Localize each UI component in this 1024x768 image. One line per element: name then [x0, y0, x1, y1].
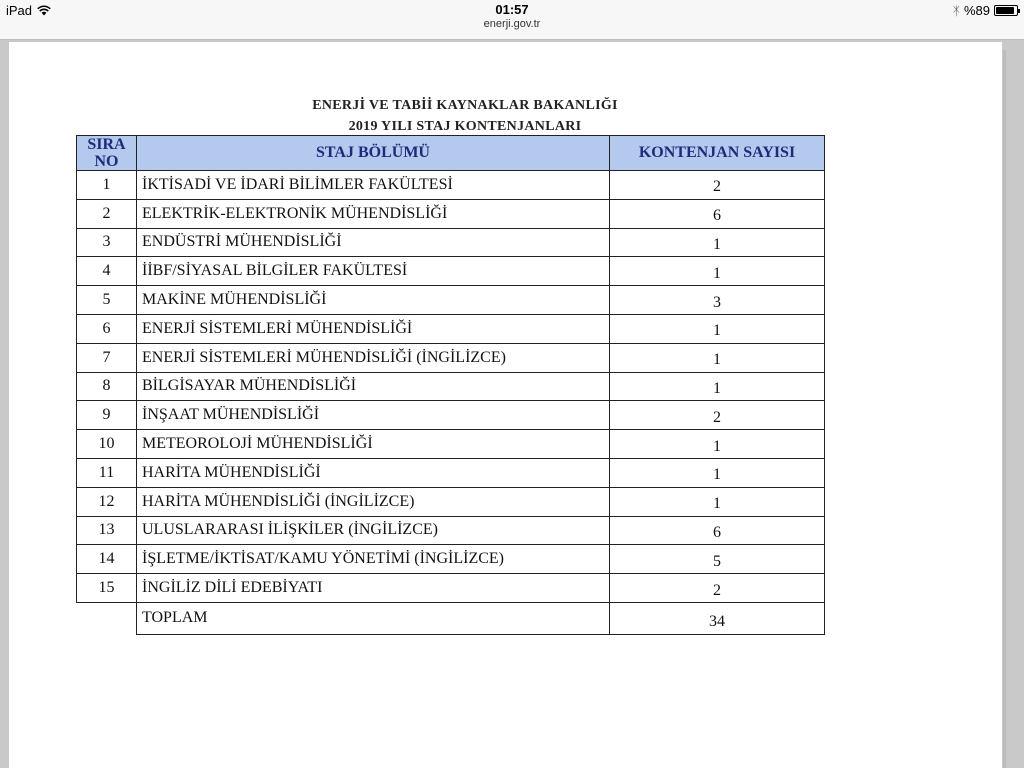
table-row: [77, 458, 825, 487]
row-number: 3: [77, 228, 137, 257]
table-row: [77, 286, 825, 315]
total-row: [77, 602, 825, 634]
header-sira: SIRA: [87, 136, 126, 153]
row-number: 6: [77, 314, 137, 343]
table-row: [77, 401, 825, 430]
battery-fill: [996, 7, 1014, 14]
row-number: 4: [77, 257, 137, 286]
row-count: 1: [610, 430, 825, 459]
document-title-quota: 2019 YILI STAJ KONTENJANLARI: [348, 119, 582, 134]
table-row: [77, 228, 825, 257]
row-count: 2: [610, 401, 825, 430]
table-row: [77, 430, 825, 459]
status-bar: [0, 0, 1024, 40]
row-count: 1: [610, 487, 825, 516]
row-department: İNŞAAT MÜHENDİSLİĞİ: [137, 401, 610, 430]
row-count: 1: [610, 228, 825, 257]
clock: 01:57: [495, 2, 529, 17]
row-department: BİLGİSAYAR MÜHENDİSLİĞİ: [137, 372, 610, 401]
document-title-ministry: ENERJİ VE TABİİ KAYNAKLAR BAKANLIĞI: [312, 98, 618, 113]
table-row: [77, 314, 825, 343]
row-number: 9: [77, 401, 137, 430]
row-number: 12: [77, 487, 137, 516]
device-name: iPad: [6, 3, 33, 18]
row-department: ENERJİ SİSTEMLERİ MÜHENDİSLİĞİ: [137, 314, 610, 343]
header-kontenjan-sayisi: KONTENJAN SAYISI: [610, 136, 825, 171]
address-url[interactable]: enerji.gov.tr: [483, 18, 541, 30]
row-department: İŞLETME/İKTİSAT/KAMU YÖNETİMİ (İNGİLİZCE): [137, 545, 610, 574]
row-count: 1: [610, 458, 825, 487]
row-number: 11: [77, 458, 137, 487]
row-count: 2: [610, 574, 825, 603]
table-row: [77, 516, 825, 545]
row-count: 1: [610, 314, 825, 343]
row-number: 1: [77, 171, 137, 200]
row-department: İKTİSADİ VE İDARİ BİLİMLER FAKÜLTESİ: [137, 171, 610, 200]
row-number: 2: [77, 199, 137, 228]
row-count: 3: [610, 286, 825, 315]
row-number: 5: [77, 286, 137, 315]
row-count: 5: [610, 545, 825, 574]
row-department: İNGİLİZ DİLİ EDEBİYATI: [137, 574, 610, 603]
battery-percent: %89: [963, 3, 990, 18]
row-number: 14: [77, 545, 137, 574]
header-no: NO: [94, 153, 119, 170]
row-count: 1: [610, 343, 825, 372]
row-department: ULUSLARARASI İLİŞKİLER (İNGİLİZCE): [137, 516, 610, 545]
bluetooth-icon: ᛡ: [952, 3, 960, 18]
table-row: [77, 545, 825, 574]
row-count: 1: [610, 257, 825, 286]
total-value: 34: [610, 602, 825, 634]
row-number: 7: [77, 343, 137, 372]
table-header-row: [77, 136, 825, 171]
table-body: [77, 171, 825, 603]
row-department: ENERJİ SİSTEMLERİ MÜHENDİSLİĞİ (İNGİLİZCE): [137, 343, 610, 372]
row-count: 6: [610, 199, 825, 228]
total-label: TOPLAM: [137, 602, 610, 634]
row-number: 8: [77, 372, 137, 401]
row-department: HARİTA MÜHENDİSLİĞİ: [137, 458, 610, 487]
battery-icon: [994, 5, 1018, 16]
row-number: 10: [77, 430, 137, 459]
table-row: [77, 199, 825, 228]
row-count: 2: [610, 171, 825, 200]
total-empty-cell: [77, 602, 137, 634]
row-number: 15: [77, 574, 137, 603]
table-row: [77, 171, 825, 200]
header-sira-no: [77, 136, 137, 171]
row-department: İİBF/SİYASAL BİLGİLER FAKÜLTESİ: [137, 257, 610, 286]
table-row: [77, 487, 825, 516]
quota-table: [76, 135, 825, 635]
row-department: METEOROLOJİ MÜHENDİSLİĞİ: [137, 430, 610, 459]
header-staj-bolumu: STAJ BÖLÜMÜ: [137, 136, 610, 171]
page-edge-shadow: [1003, 50, 1006, 768]
status-right: [953, 3, 1018, 18]
table-row: [77, 372, 825, 401]
table-row: [77, 574, 825, 603]
table-row: [77, 257, 825, 286]
table-row: [77, 343, 825, 372]
row-department: ELEKTRİK-ELEKTRONİK MÜHENDİSLİĞİ: [137, 199, 610, 228]
row-department: HARİTA MÜHENDİSLİĞİ (İNGİLİZCE): [137, 487, 610, 516]
row-number: 13: [77, 516, 137, 545]
row-count: 1: [610, 372, 825, 401]
row-department: MAKİNE MÜHENDİSLİĞİ: [137, 286, 610, 315]
row-count: 6: [610, 516, 825, 545]
row-department: ENDÜSTRİ MÜHENDİSLİĞİ: [137, 228, 610, 257]
status-center: [0, 2, 1024, 30]
